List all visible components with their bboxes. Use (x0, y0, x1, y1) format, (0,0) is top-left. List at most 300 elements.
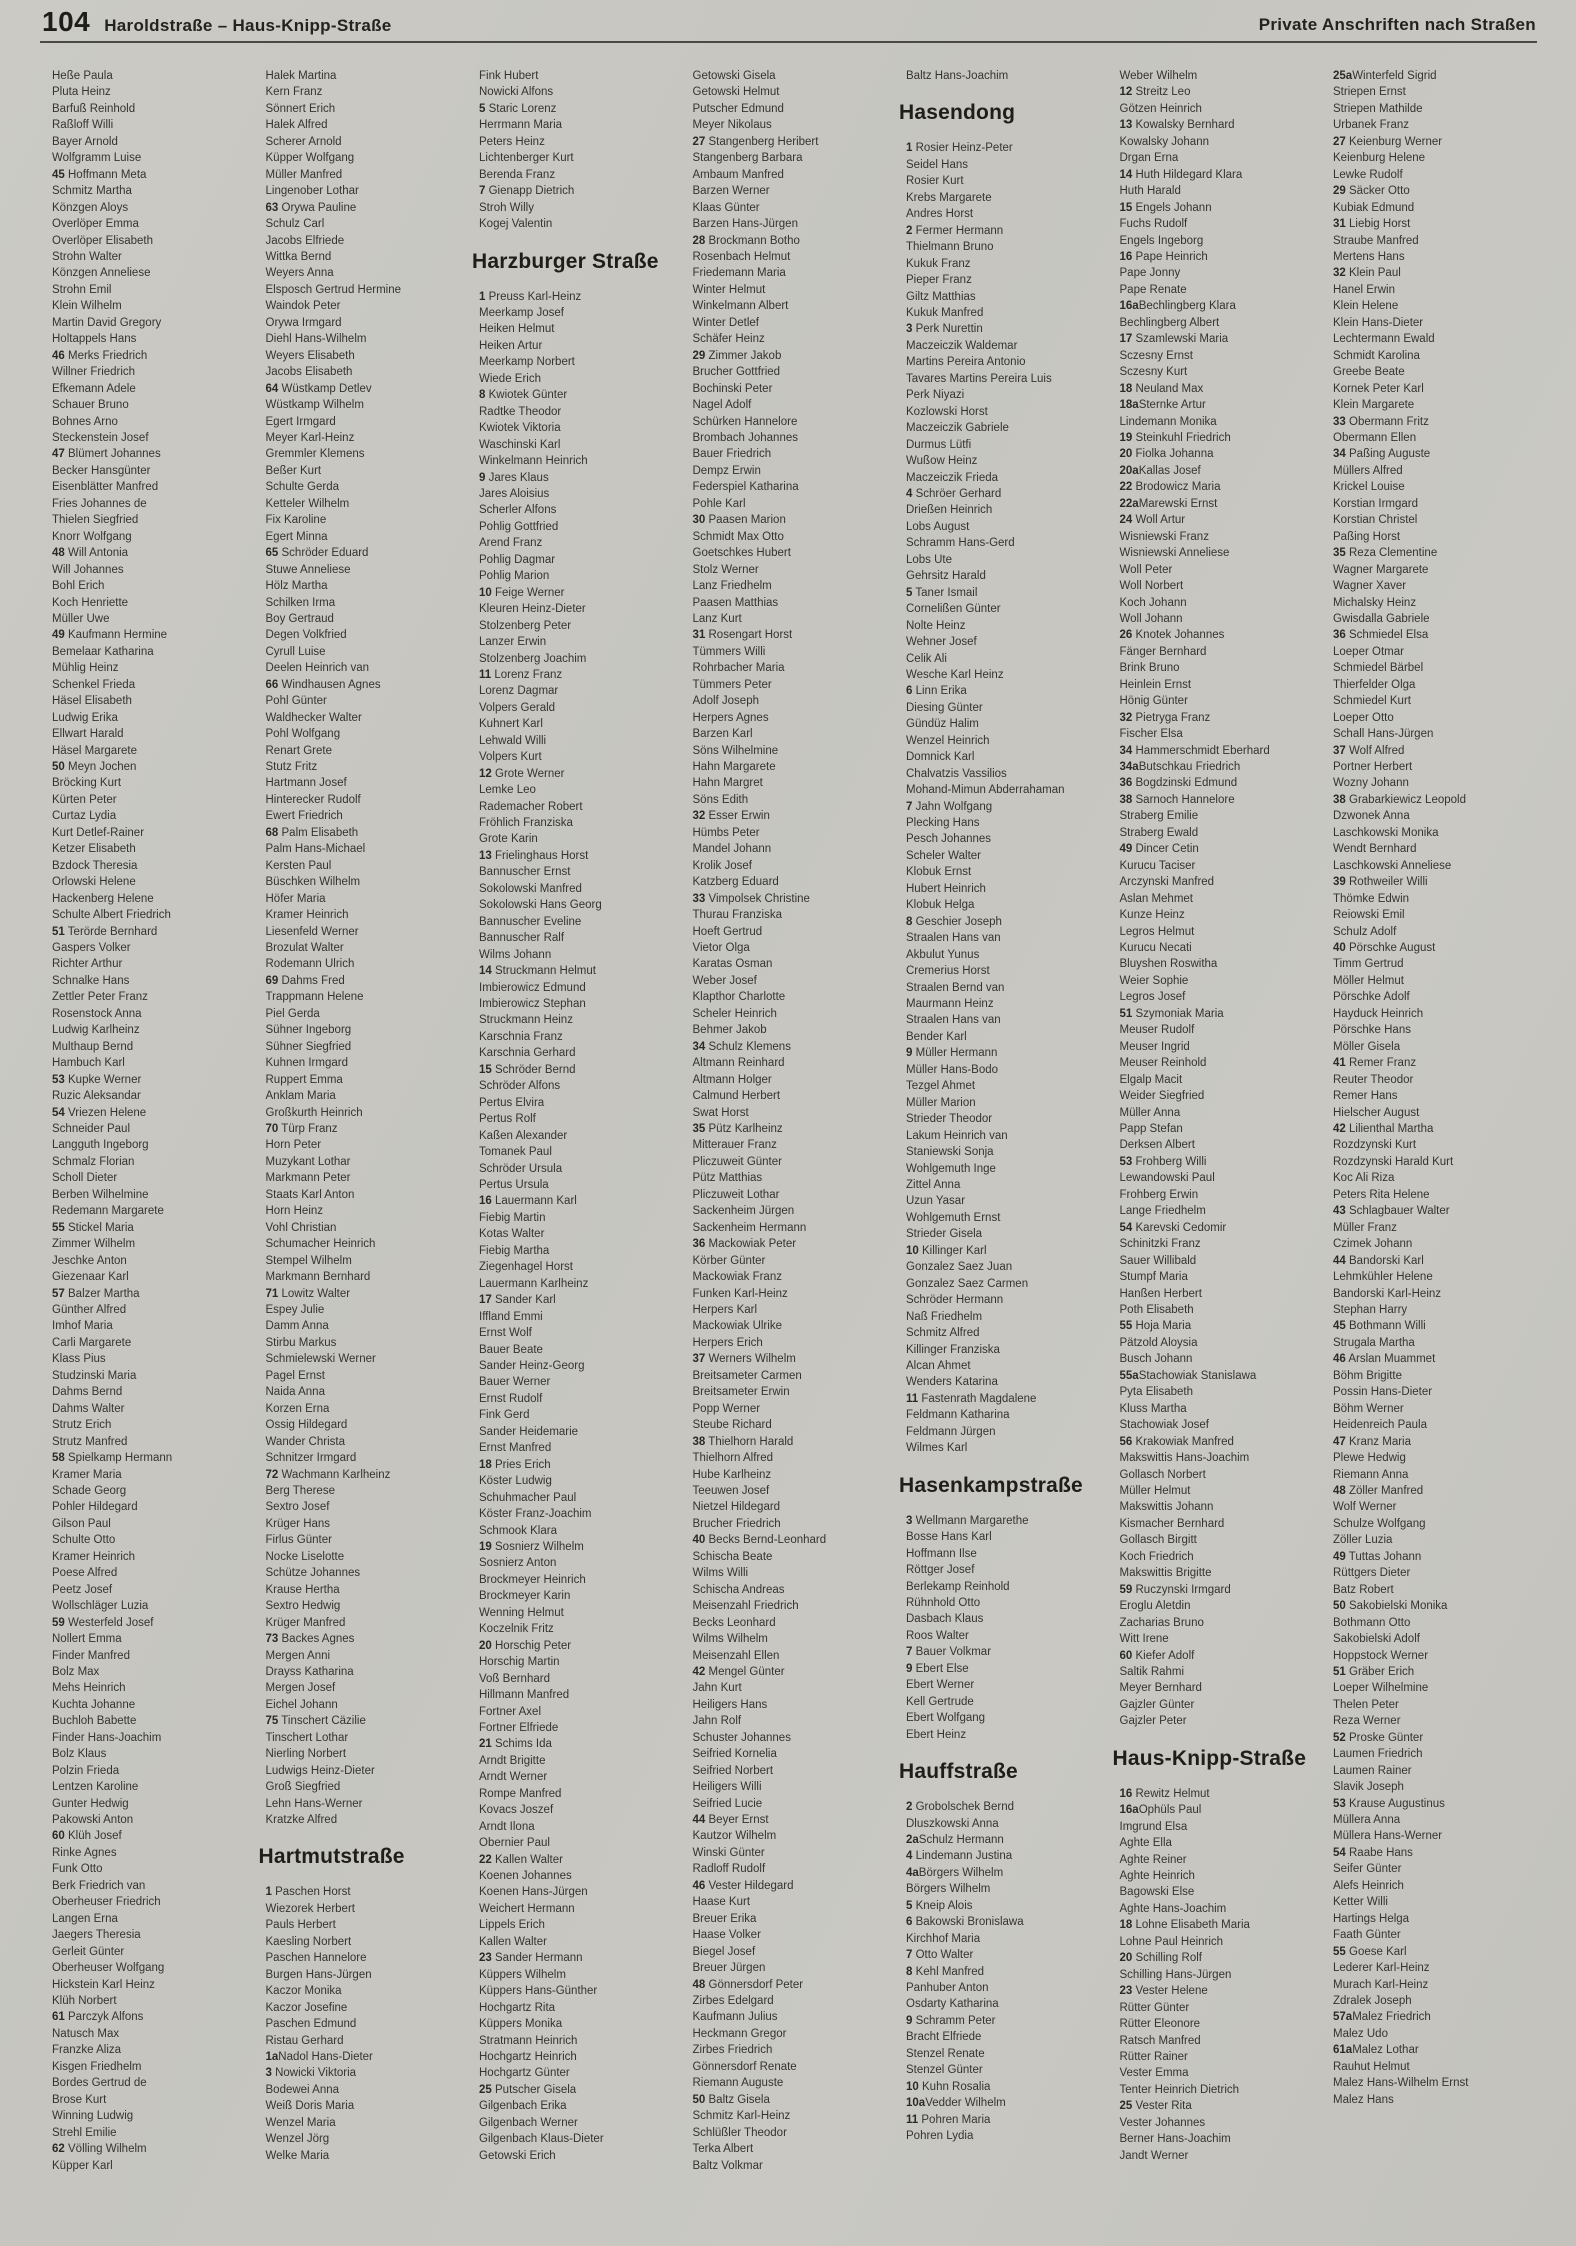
person-name: Kirchhof Maria (906, 1932, 981, 1945)
person-name: Jahn Rolf (692, 1715, 742, 1728)
directory-entry (686, 874, 900, 890)
directory-entry (686, 2026, 900, 2042)
person-name: Günther Alfred (52, 1303, 127, 1316)
person-name: Tavares Martins Pereira Luis (906, 372, 1052, 385)
person-name: Makswittis Brigitte (1119, 1567, 1212, 1580)
person-name: Brockmeyer Heinrich (479, 1573, 586, 1586)
person-name: Plewe Hedwig (1333, 1452, 1406, 1465)
person-name: Maczeiczik Waldemar (906, 339, 1018, 352)
person-name: Plecking Hans (906, 817, 980, 830)
directory-entry (259, 1170, 473, 1186)
directory-entry (899, 173, 1113, 189)
person-name: Wolf Alfred (1349, 744, 1405, 757)
person-name: Reuter Theodor (1333, 1073, 1414, 1086)
person-name: Martin David Gregory (52, 316, 162, 329)
house-number: 57a (1333, 2011, 1353, 2024)
person-name: Wagner Xaver (1333, 580, 1407, 593)
directory-entry (899, 848, 1113, 864)
person-name: Fiebig Martha (479, 1244, 550, 1257)
person-name: Fischer Elsa (1119, 728, 1183, 741)
directory-entry (259, 2082, 473, 2098)
house-number: 53 (1119, 1155, 1133, 1168)
person-name: Straube Manfred (1333, 234, 1419, 247)
person-name: Makswittis Johann (1119, 1501, 1214, 1514)
person-name: Bauer Werner (479, 1376, 551, 1389)
directory-entry (899, 354, 1113, 370)
directory-entry (686, 1960, 900, 1976)
person-name: Müller Hans-Bodo (906, 1063, 999, 1076)
person-name: Hanel Erwin (1333, 283, 1395, 296)
house-number: 22 (1119, 481, 1133, 494)
directory-entry (686, 1220, 900, 1236)
person-name: Barzen Werner (692, 185, 770, 198)
person-name: Kranz Maria (1349, 1435, 1411, 1448)
person-name: Tezgel Ahmet (906, 1080, 976, 1093)
directory-entry (686, 1072, 900, 1088)
directory-entry (1326, 1220, 1540, 1236)
person-name: Krüger Hans (265, 1517, 331, 1530)
person-name: Kaßen Alexander (479, 1129, 568, 1142)
person-name: Kehl Manfred (915, 1965, 985, 1978)
person-name: Krakowiak Manfred (1135, 1435, 1234, 1448)
directory-entry (1113, 627, 1327, 643)
directory-entry (45, 1664, 259, 1680)
person-name: Legros Josef (1119, 991, 1186, 1004)
directory-entry (259, 1088, 473, 1104)
person-name: Stickel Maria (68, 1221, 134, 1234)
house-number: 34 (1119, 744, 1133, 757)
person-name: Meyer Nikolaus (692, 119, 772, 132)
person-name: Faath Günter (1333, 1929, 1401, 1942)
person-name: Jaegers Theresia (52, 1929, 141, 1942)
house-number: 20 (1119, 1952, 1133, 1965)
directory-entry (45, 595, 259, 611)
directory-entry (1113, 973, 1327, 989)
person-name: Funk Otto (52, 1863, 103, 1876)
house-number: 44 (1333, 1254, 1346, 1267)
person-name: Woll Norbert (1119, 580, 1184, 593)
directory-entry (686, 644, 900, 660)
person-name: Sönnert Erich (265, 102, 336, 115)
person-name: Laschkowski Monika (1333, 826, 1439, 839)
person-name: Hubert Heinrich (906, 882, 986, 895)
directory-entry (1113, 430, 1327, 446)
person-name: Aghte Heinrich (1119, 1870, 1195, 1883)
directory-entry (1326, 808, 1540, 824)
person-name: Paasen Matthias (692, 596, 779, 609)
person-name: Halek Martina (265, 70, 337, 82)
directory-entry (259, 1417, 473, 1433)
person-name: Welke Maria (265, 2149, 330, 2162)
person-name: Hoffmann Ilse (906, 1547, 977, 1560)
directory-entry (472, 947, 686, 963)
person-name: Wellmann Margarethe (915, 1514, 1029, 1527)
directory-entry (686, 611, 900, 627)
person-name: Holtappels Hans (52, 333, 137, 346)
person-name: Häsel Elisabeth (52, 695, 132, 708)
person-name: Fänger Bernhard (1119, 645, 1207, 658)
directory-entry (1326, 84, 1540, 100)
directory-entry (472, 897, 686, 913)
person-name: Lingenober Lothar (265, 185, 359, 198)
directory-entry (1326, 2075, 1540, 2091)
directory-entry (259, 1950, 473, 1966)
directory-entry (686, 446, 900, 462)
person-name: Hoja Maria (1135, 1320, 1192, 1333)
person-name: Muzykant Lothar (265, 1155, 351, 1168)
directory-entry (472, 1704, 686, 1720)
person-name: Maurmann Heinz (906, 998, 994, 1011)
person-name: Böhm Brigitte (1333, 1369, 1403, 1382)
directory-entry (472, 305, 686, 321)
person-name: Pörschke August (1349, 942, 1436, 955)
person-name: Bannuscher Ralf (479, 932, 565, 945)
directory-entry (899, 1062, 1113, 1078)
person-name: Jares Aloisius (479, 487, 550, 500)
directory-entry (45, 463, 259, 479)
person-name: Weber Josef (692, 974, 757, 987)
directory-entry (45, 1105, 259, 1121)
directory-entry (45, 1631, 259, 1647)
directory-entry (686, 956, 900, 972)
house-number: 46 (1333, 1353, 1346, 1366)
directory-entry (45, 660, 259, 676)
directory-entry (45, 1746, 259, 1762)
directory-entry (259, 1302, 473, 1318)
person-name: Kwiotek Viktoria (479, 422, 561, 435)
person-name: Nietzel Hildegard (692, 1501, 781, 1514)
directory-entry (45, 611, 259, 627)
directory-entry (45, 1269, 259, 1285)
directory-entry (45, 1763, 259, 1779)
directory-entry (45, 825, 259, 841)
person-name: Saltik Rahmi (1119, 1665, 1185, 1678)
person-name: Wolfgramm Luise (52, 152, 142, 165)
person-name: Kisgen Friedhelm (52, 2060, 142, 2073)
directory-entry (259, 562, 473, 578)
house-number: 66 (265, 678, 279, 691)
directory-entry (472, 502, 686, 518)
directory-entry (472, 1671, 686, 1687)
person-name: Polzin Frieda (52, 1764, 120, 1777)
directory-entry (1113, 1615, 1327, 1631)
person-name: Hümbs Peter (692, 826, 760, 839)
directory-entry (899, 486, 1113, 502)
person-name: Staric Lorenz (488, 102, 557, 115)
person-name: Bechlingberg Klara (1138, 300, 1236, 313)
directory-entry (45, 2026, 259, 2042)
person-name: Berner Hans-Joachim (1119, 2133, 1231, 2146)
directory-entry (1113, 1088, 1327, 1104)
directory-entry (1113, 1868, 1327, 1884)
directory-entry (899, 1914, 1113, 1930)
directory-entry (472, 601, 686, 617)
directory-entry (472, 2098, 686, 2114)
directory-entry (1113, 562, 1327, 578)
house-number: 9 (906, 1047, 913, 1060)
person-name: Streitz Leo (1135, 86, 1191, 99)
person-name: Schulz Carl (265, 218, 325, 231)
house-number: 7 (906, 1646, 913, 1659)
person-name: Lorenz Dagmar (479, 685, 559, 698)
person-name: Funken Karl-Heinz (692, 1287, 788, 1300)
directory-entry (472, 338, 686, 354)
person-name: Wüstkamp Wilhelm (265, 399, 364, 412)
person-name: Kramer Maria (52, 1468, 122, 1481)
person-name: Hinterecker Rudolf (265, 793, 361, 806)
directory-entry (1113, 1401, 1327, 1417)
directory-entry (259, 775, 473, 791)
person-name: Müller Anna (1119, 1106, 1181, 1119)
house-number: 58 (52, 1452, 65, 1465)
directory-entry (686, 2158, 900, 2174)
directory-entry (259, 1499, 473, 1515)
person-name: Strutz Manfred (52, 1435, 128, 1448)
directory-entry (686, 1730, 900, 1746)
person-name: Schuster Johannes (692, 1731, 791, 1744)
house-number: 32 (1119, 711, 1133, 724)
directory-entry (686, 331, 900, 347)
directory-entry (1326, 1121, 1540, 1137)
directory-entry (45, 1861, 259, 1877)
house-number: 9 (906, 1662, 913, 1675)
person-name: Schramm Peter (915, 2014, 996, 2027)
house-number: 23 (1119, 1985, 1133, 1998)
directory-entry (686, 1121, 900, 1137)
directory-entry (1326, 446, 1540, 462)
directory-entry (1326, 265, 1540, 281)
house-number: 18a (1119, 399, 1139, 412)
person-name: Studzinski Maria (52, 1369, 137, 1382)
person-name: Kallen Walter (495, 1853, 563, 1866)
person-name: Naida Anna (265, 1386, 325, 1399)
person-name: Kuchta Johanne (52, 1698, 136, 1711)
directory-entry (686, 1911, 900, 1927)
person-name: Krebs Margarete (906, 191, 992, 204)
person-name: Gonzalez Saez Juan (906, 1261, 1013, 1274)
directory-entry (472, 1407, 686, 1423)
person-name: Hochgartz Rita (479, 2001, 556, 2014)
person-name: Schmitz Karl-Heinz (692, 2110, 791, 2123)
person-name: Degen Volkfried (265, 629, 347, 642)
directory-entry (1113, 1631, 1327, 1647)
directory-entry (45, 381, 259, 397)
directory-entry (472, 2016, 686, 2032)
directory-entry (1326, 68, 1540, 84)
person-name: Huth Harald (1119, 185, 1181, 198)
directory-entry (1326, 1615, 1540, 1631)
directory-entry (1326, 331, 1540, 347)
person-name: Küpper Karl (52, 2159, 113, 2172)
person-name: Malez Hans (1333, 2093, 1394, 2106)
person-name: Baltz Gisela (708, 2093, 770, 2106)
directory-entry (45, 249, 259, 265)
person-name: Sakobielski Adolf (1333, 1633, 1420, 1646)
house-number: 15 (1119, 201, 1133, 214)
directory-entry (1113, 463, 1327, 479)
person-name: Lechtermann Ewald (1333, 333, 1435, 346)
directory-entry (686, 1944, 900, 1960)
directory-entry (899, 1144, 1113, 1160)
directory-entry (1326, 1483, 1540, 1499)
person-name: Fries Johannes de (52, 497, 147, 510)
directory-entry (1113, 825, 1327, 841)
person-name: Arslan Muammet (1348, 1353, 1436, 1366)
person-name: Fink Hubert (479, 70, 539, 82)
house-number: 27 (1333, 135, 1346, 148)
person-name: Zettler Peter Franz (52, 991, 148, 1004)
person-name: Stolz Werner (692, 563, 759, 576)
directory-entry (1326, 1993, 1540, 2009)
house-number: 20a (1119, 464, 1139, 477)
person-name: Gaspers Volker (52, 942, 131, 955)
directory-entry (1113, 1819, 1327, 1835)
directory-entry (686, 693, 900, 709)
directory-entry (259, 282, 473, 298)
house-number: 40 (1333, 942, 1346, 955)
person-name: Schmalz Florian (52, 1155, 135, 1168)
directory-column (686, 66, 900, 2246)
directory-entry (1113, 1467, 1327, 1483)
directory-entry (472, 1391, 686, 1407)
house-number: 36 (1333, 629, 1346, 642)
directory-entry (1326, 627, 1540, 643)
person-name: Spielkamp Hermann (68, 1452, 173, 1465)
directory-entry (472, 1226, 686, 1242)
person-name: Diesing Günter (906, 701, 983, 714)
person-name: Schürken Hannelore (692, 415, 798, 428)
directory-entry (472, 1720, 686, 1736)
person-name: Grabarkiewicz Leopold (1349, 793, 1466, 806)
directory-entry (472, 930, 686, 946)
directory-entry (472, 1045, 686, 1061)
directory-entry (686, 841, 900, 857)
person-name: Pörschke Hans (1333, 1024, 1411, 1037)
person-name: Rütter Rainer (1119, 2051, 1188, 2064)
person-name: Federspiel Katharina (692, 481, 799, 494)
person-name: Koch Friedrich (1119, 1550, 1194, 1563)
directory-entry (686, 216, 900, 232)
directory-entry (899, 1996, 1113, 2012)
person-name: Dahms Bernd (52, 1386, 123, 1399)
person-name: Köster Franz-Joachim (479, 1508, 592, 1521)
directory-entry (472, 1769, 686, 1785)
person-name: Pliczuweit Lothar (692, 1188, 780, 1201)
person-name: Höfer Maria (265, 892, 326, 905)
person-name: Gilgenbach Klaus-Dieter (479, 2133, 604, 2146)
person-name: Elgalp Macit (1119, 1073, 1183, 1086)
house-number: 18 (1119, 382, 1133, 395)
directory-entry (1326, 1006, 1540, 1022)
directory-entry (1113, 1516, 1327, 1532)
house-number: 25 (1119, 2100, 1133, 2113)
directory-entry (472, 387, 686, 403)
person-name: Waschinski Karl (479, 438, 561, 451)
person-name: Hahn Margarete (692, 761, 776, 774)
house-number: 72 (265, 1468, 279, 1481)
directory-entry (1113, 1269, 1327, 1285)
directory-entry (1326, 1434, 1540, 1450)
person-name: Imbierowicz Stephan (479, 998, 586, 1011)
directory-entry (1113, 660, 1327, 676)
directory-entry (1113, 808, 1327, 824)
person-name: Jeschke Anton (52, 1254, 127, 1267)
person-name: Ophüls Paul (1138, 1804, 1202, 1817)
directory-entry (686, 924, 900, 940)
person-name: Schmidt Max Otto (692, 530, 784, 543)
person-name: Ketter Willi (1333, 1896, 1388, 1909)
person-name: Volpers Gerald (479, 701, 556, 714)
person-name: Schall Hans-Jürgen (1333, 728, 1434, 741)
person-name: Markmann Bernhard (265, 1271, 371, 1284)
person-name: Feige Werner (495, 586, 565, 599)
person-name: Fiebig Martin (479, 1211, 546, 1224)
person-name: Krolik Josef (692, 859, 752, 872)
person-name: Calmund Herbert (692, 1090, 781, 1103)
directory-entry (1326, 759, 1540, 775)
person-name: Karschnia Gerhard (479, 1047, 576, 1060)
directory-entry (259, 2148, 473, 2164)
person-name: Esser Erwin (708, 810, 770, 823)
directory-entry (1113, 874, 1327, 890)
house-number: 37 (692, 1353, 706, 1366)
house-number: 36 (1119, 777, 1133, 790)
person-name: Ernst Wolf (479, 1327, 532, 1340)
person-name: Beyer Ernst (708, 1814, 769, 1827)
person-name: Paschen Edmund (265, 2018, 357, 2031)
person-name: Kiefer Adolf (1135, 1649, 1195, 1662)
directory-entry (45, 2059, 259, 2075)
directory-entry (1113, 1351, 1327, 1367)
person-name: Wehner Josef (906, 636, 977, 649)
directory-entry (899, 239, 1113, 255)
person-name: Steckenstein Josef (52, 431, 149, 444)
person-name: Thielen Siegfried (52, 514, 139, 527)
directory-entry (45, 1582, 259, 1598)
person-name: Pertus Rolf (479, 1113, 536, 1126)
person-name: Seifer Günter (1333, 1863, 1402, 1876)
person-name: Breitsameter Erwin (692, 1386, 790, 1399)
person-name: Nocke Liselotte (265, 1550, 345, 1563)
person-name: Klein Helene (1333, 300, 1399, 313)
directory-entry (259, 578, 473, 594)
person-name: Haase Kurt (692, 1896, 751, 1909)
directory-entry (899, 1358, 1113, 1374)
person-name: Schauer Bruno (52, 399, 129, 412)
directory-entry (45, 1499, 259, 1515)
directory-entry (472, 1259, 686, 1275)
person-name: Fix Karoline (265, 514, 327, 527)
person-name: Klaas Günter (692, 201, 760, 214)
person-name: Damm Anna (265, 1320, 329, 1333)
directory-entry (686, 545, 900, 561)
person-name: Witt Irene (1119, 1633, 1169, 1646)
person-name: Wittka Bernd (265, 250, 332, 263)
house-number: 1a (265, 2051, 279, 2064)
directory-entry (259, 644, 473, 660)
directory-entry (472, 1753, 686, 1769)
directory-entry (472, 1424, 686, 1440)
person-name: Lippels Erich (479, 1919, 545, 1932)
directory-entry (45, 726, 259, 742)
directory-entry (686, 1039, 900, 1055)
directory-entry (899, 568, 1113, 584)
directory-entry (1326, 1105, 1540, 1121)
directory-column (45, 66, 259, 2246)
directory-entry (45, 1549, 259, 1565)
directory-entry (45, 282, 259, 298)
directory-entry (472, 815, 686, 831)
